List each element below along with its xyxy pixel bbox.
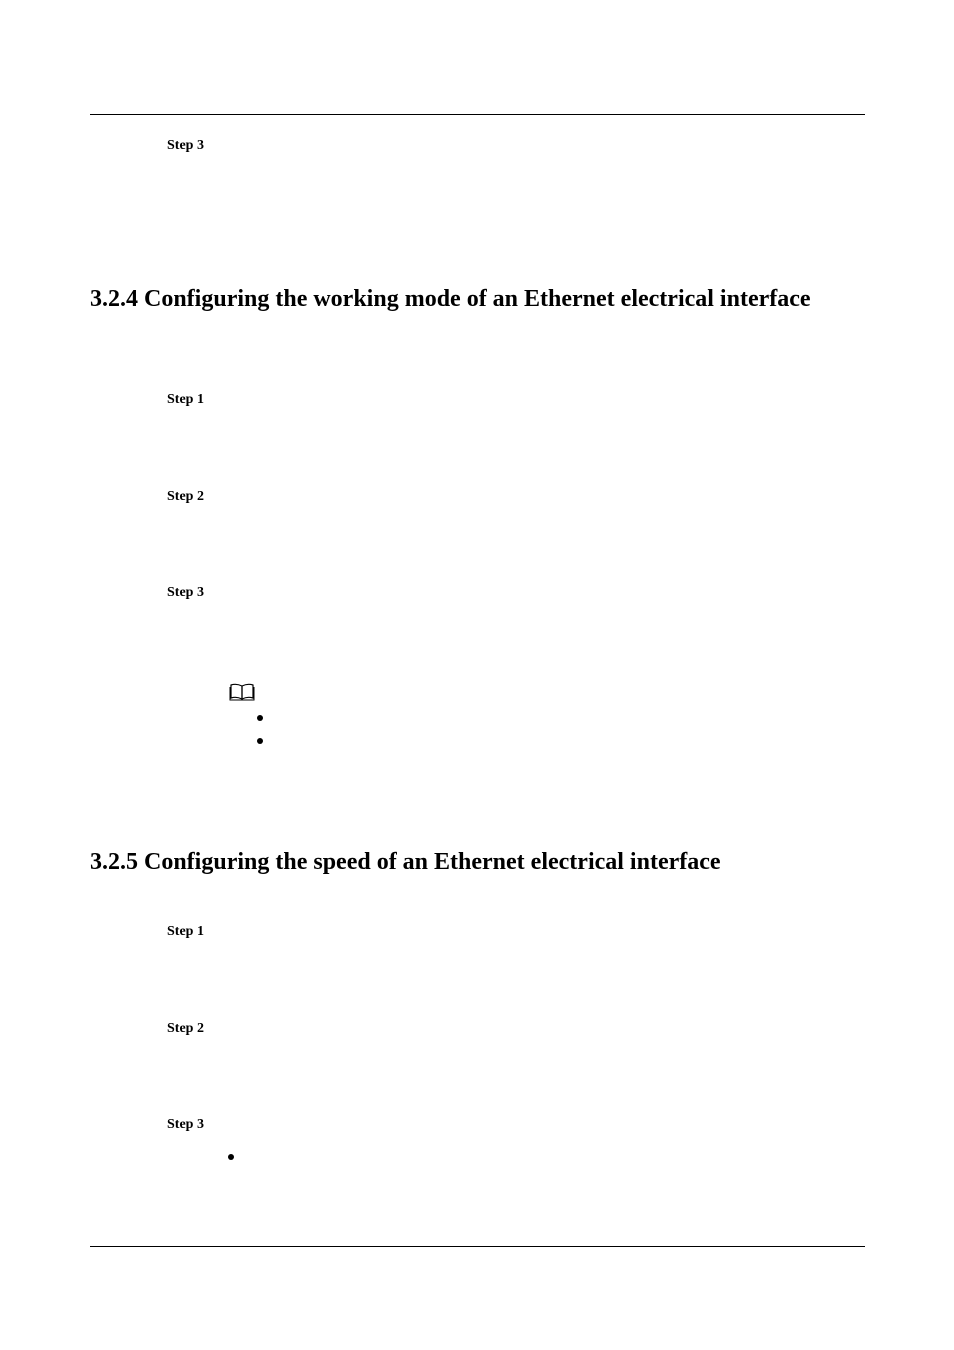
step-label: Step 2 bbox=[167, 489, 204, 504]
step-label: Step 3 bbox=[167, 138, 204, 153]
list-bullet bbox=[257, 738, 263, 744]
step-label: Step 3 bbox=[167, 1117, 204, 1132]
step-label: Step 1 bbox=[167, 924, 204, 939]
step-label: Step 2 bbox=[167, 1021, 204, 1036]
step-label: Step 3 bbox=[167, 585, 204, 600]
book-note-icon bbox=[229, 683, 255, 701]
section-heading-3-2-4: 3.2.4 Configuring the working mode of an Ethernet electrical interface bbox=[90, 286, 811, 312]
footer-rule bbox=[90, 1246, 865, 1247]
list-bullet bbox=[257, 715, 263, 721]
step-label: Step 1 bbox=[167, 392, 204, 407]
section-heading-3-2-5: 3.2.5 Configuring the speed of an Ethernet electrical interface bbox=[90, 849, 721, 875]
header-rule bbox=[90, 114, 865, 115]
list-bullet bbox=[228, 1154, 234, 1160]
